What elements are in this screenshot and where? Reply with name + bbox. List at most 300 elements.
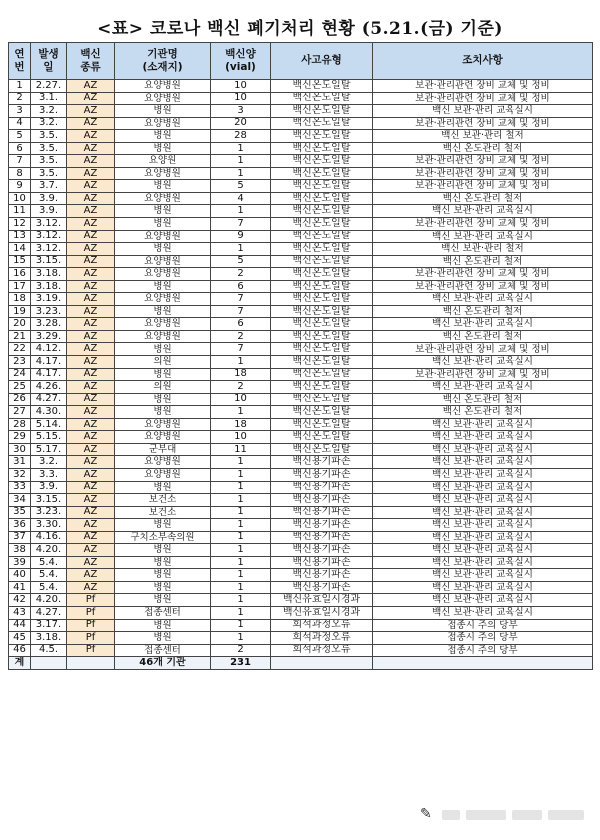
vaccine-type: AZ bbox=[67, 531, 115, 544]
organization: 병원 bbox=[115, 243, 211, 256]
vaccine-type: AZ bbox=[67, 105, 115, 118]
organization: 요양병원 bbox=[115, 318, 211, 331]
table-row bbox=[9, 180, 593, 193]
vaccine-disposal-table bbox=[8, 42, 593, 670]
accident-type: 백신온도일탈 bbox=[271, 243, 373, 256]
row-number: 15 bbox=[9, 255, 31, 268]
action-taken: 백신 보관·관리 교육실시 bbox=[373, 569, 593, 582]
row-number: 2 bbox=[9, 92, 31, 105]
vaccine-type: AZ bbox=[67, 180, 115, 193]
accident-type: 희석과정오류 bbox=[271, 632, 373, 645]
row-number: 3 bbox=[9, 105, 31, 118]
accident-type: 백신온도일탈 bbox=[271, 142, 373, 155]
row-number: 1 bbox=[9, 80, 31, 93]
organization: 병원 bbox=[115, 632, 211, 645]
occurrence-date: 5.17. bbox=[31, 443, 67, 456]
row-number: 40 bbox=[9, 569, 31, 582]
action-taken: 백신 보관·관리 교육실시 bbox=[373, 293, 593, 306]
occurrence-date: 3.18. bbox=[31, 268, 67, 281]
table-row bbox=[9, 343, 593, 356]
organization: 군부대 bbox=[115, 443, 211, 456]
table-row bbox=[9, 318, 593, 331]
organization: 병원 bbox=[115, 544, 211, 557]
occurrence-date: 3.2. bbox=[31, 105, 67, 118]
vial-amount: 1 bbox=[211, 531, 271, 544]
table-row bbox=[9, 468, 593, 481]
accident-type: 백신온도일탈 bbox=[271, 268, 373, 281]
vaccine-type: AZ bbox=[67, 519, 115, 532]
occurrence-date: 3.23. bbox=[31, 305, 67, 318]
table-row bbox=[9, 544, 593, 557]
occurrence-date: 3.18. bbox=[31, 280, 67, 293]
action-taken: 백신 보관·관리 교육실시 bbox=[373, 519, 593, 532]
accident-type: 백신온도일탈 bbox=[271, 330, 373, 343]
accident-type: 백신온도일탈 bbox=[271, 418, 373, 431]
table-row bbox=[9, 268, 593, 281]
occurrence-date: 4.5. bbox=[31, 644, 67, 657]
vial-amount: 10 bbox=[211, 80, 271, 93]
accident-type: 백신온도일탈 bbox=[271, 105, 373, 118]
occurrence-date: 3.15. bbox=[31, 494, 67, 507]
row-number: 21 bbox=[9, 330, 31, 343]
vial-amount: 5 bbox=[211, 255, 271, 268]
accident-type: 백신용기파손 bbox=[271, 481, 373, 494]
row-number: 18 bbox=[9, 293, 31, 306]
vial-amount: 2 bbox=[211, 268, 271, 281]
row-number: 23 bbox=[9, 356, 31, 369]
row-number: 34 bbox=[9, 494, 31, 507]
organization: 의원 bbox=[115, 356, 211, 369]
header-organization: 기관명 (소재지) bbox=[115, 43, 211, 80]
action-taken: 보관·관리관련 장비 교체 및 정비 bbox=[373, 268, 593, 281]
organization: 병원 bbox=[115, 180, 211, 193]
organization: 요양병원 bbox=[115, 431, 211, 444]
accident-type: 백신용기파손 bbox=[271, 544, 373, 557]
row-number: 8 bbox=[9, 167, 31, 180]
vial-amount: 1 bbox=[211, 519, 271, 532]
accident-type: 백신온도일탈 bbox=[271, 305, 373, 318]
total-org-count: 46개 기관 bbox=[115, 657, 211, 670]
row-number: 36 bbox=[9, 519, 31, 532]
row-number: 19 bbox=[9, 305, 31, 318]
row-number: 7 bbox=[9, 155, 31, 168]
table-row bbox=[9, 569, 593, 582]
vaccine-type: AZ bbox=[67, 381, 115, 394]
vial-amount: 1 bbox=[211, 494, 271, 507]
accident-type: 백신온도일탈 bbox=[271, 393, 373, 406]
accident-type: 백신용기파손 bbox=[271, 456, 373, 469]
vaccine-type: Pf bbox=[67, 644, 115, 657]
row-number: 37 bbox=[9, 531, 31, 544]
table-row bbox=[9, 330, 593, 343]
organization: 병원 bbox=[115, 393, 211, 406]
vaccine-type: AZ bbox=[67, 406, 115, 419]
vaccine-type: AZ bbox=[67, 343, 115, 356]
vaccine-type: AZ bbox=[67, 142, 115, 155]
vial-amount: 7 bbox=[211, 343, 271, 356]
occurrence-date: 3.5. bbox=[31, 142, 67, 155]
occurrence-date: 3.2. bbox=[31, 456, 67, 469]
action-taken: 백신 보관·관리 교육실시 bbox=[373, 481, 593, 494]
occurrence-date: 3.3. bbox=[31, 468, 67, 481]
organization: 요양병원 bbox=[115, 456, 211, 469]
vaccine-type: AZ bbox=[67, 330, 115, 343]
vaccine-type: AZ bbox=[67, 230, 115, 243]
organization: 의원 bbox=[115, 381, 211, 394]
organization: 요양병원 bbox=[115, 268, 211, 281]
occurrence-date: 3.17. bbox=[31, 619, 67, 632]
blurred-text bbox=[466, 810, 506, 820]
accident-type: 백신온도일탈 bbox=[271, 255, 373, 268]
table-row bbox=[9, 105, 593, 118]
vial-amount: 1 bbox=[211, 632, 271, 645]
row-number: 11 bbox=[9, 205, 31, 218]
occurrence-date: 5.4. bbox=[31, 569, 67, 582]
row-number: 32 bbox=[9, 468, 31, 481]
accident-type: 백신온도일탈 bbox=[271, 180, 373, 193]
vial-amount: 9 bbox=[211, 230, 271, 243]
organization: 병원 bbox=[115, 481, 211, 494]
row-number: 39 bbox=[9, 556, 31, 569]
table-row bbox=[9, 506, 593, 519]
accident-type: 백신용기파손 bbox=[271, 506, 373, 519]
vaccine-type: AZ bbox=[67, 556, 115, 569]
vaccine-type: AZ bbox=[67, 155, 115, 168]
action-taken: 백신 보관·관리 교육실시 bbox=[373, 581, 593, 594]
occurrence-date: 4.27. bbox=[31, 606, 67, 619]
vial-amount: 1 bbox=[211, 594, 271, 607]
row-number: 29 bbox=[9, 431, 31, 444]
row-number: 4 bbox=[9, 117, 31, 130]
vaccine-type: Pf bbox=[67, 594, 115, 607]
table-row bbox=[9, 519, 593, 532]
action-taken: 백신 보관·관리 교육실시 bbox=[373, 381, 593, 394]
accident-type: 백신온도일탈 bbox=[271, 167, 373, 180]
vaccine-type: AZ bbox=[67, 418, 115, 431]
vaccine-type: AZ bbox=[67, 305, 115, 318]
action-taken: 백신 보관·관리 교육실시 bbox=[373, 531, 593, 544]
table-row bbox=[9, 117, 593, 130]
occurrence-date: 3.30. bbox=[31, 519, 67, 532]
vial-amount: 6 bbox=[211, 280, 271, 293]
vial-amount: 1 bbox=[211, 167, 271, 180]
table-row bbox=[9, 556, 593, 569]
vaccine-type: AZ bbox=[67, 468, 115, 481]
row-number: 6 bbox=[9, 142, 31, 155]
table-row bbox=[9, 80, 593, 93]
row-number: 35 bbox=[9, 506, 31, 519]
action-taken: 보관·관리관련 장비 교체 및 정비 bbox=[373, 180, 593, 193]
accident-type: 백신온도일탈 bbox=[271, 356, 373, 369]
table-row bbox=[9, 255, 593, 268]
table-row bbox=[9, 192, 593, 205]
organization: 보건소 bbox=[115, 506, 211, 519]
occurrence-date: 3.7. bbox=[31, 180, 67, 193]
action-taken: 백신 보관·관리 교육실시 bbox=[373, 318, 593, 331]
action-taken: 백신 보관·관리 교육실시 bbox=[373, 606, 593, 619]
vaccine-type: AZ bbox=[67, 92, 115, 105]
table-header-row bbox=[9, 43, 593, 80]
vaccine-type: AZ bbox=[67, 368, 115, 381]
action-taken: 백신 온도관리 철저 bbox=[373, 255, 593, 268]
organization: 병원 bbox=[115, 280, 211, 293]
vaccine-type: AZ bbox=[67, 117, 115, 130]
accident-type: 백신온도일탈 bbox=[271, 155, 373, 168]
occurrence-date: 3.29. bbox=[31, 330, 67, 343]
action-taken: 백신 보관·관리 교육실시 bbox=[373, 205, 593, 218]
vial-amount: 1 bbox=[211, 569, 271, 582]
row-number: 14 bbox=[9, 243, 31, 256]
organization: 요양병원 bbox=[115, 293, 211, 306]
occurrence-date: 5.4. bbox=[31, 556, 67, 569]
vaccine-type: Pf bbox=[67, 606, 115, 619]
row-number: 33 bbox=[9, 481, 31, 494]
vaccine-type: AZ bbox=[67, 356, 115, 369]
accident-type: 백신온도일탈 bbox=[271, 443, 373, 456]
occurrence-date: 5.14. bbox=[31, 418, 67, 431]
action-taken: 접종시 주의 당부 bbox=[373, 644, 593, 657]
table-row bbox=[9, 581, 593, 594]
vaccine-type: AZ bbox=[67, 243, 115, 256]
vial-amount: 5 bbox=[211, 180, 271, 193]
row-number: 28 bbox=[9, 418, 31, 431]
table-row bbox=[9, 594, 593, 607]
accident-type: 백신유효일시경과 bbox=[271, 594, 373, 607]
action-taken: 보관·관리관련 장비 교체 및 정비 bbox=[373, 218, 593, 231]
table-row bbox=[9, 644, 593, 657]
total-label: 계 bbox=[9, 657, 31, 670]
table-row bbox=[9, 431, 593, 444]
accident-type: 백신용기파손 bbox=[271, 519, 373, 532]
organization: 병원 bbox=[115, 142, 211, 155]
action-taken: 백신 보관·관리 교육실시 bbox=[373, 105, 593, 118]
occurrence-date: 4.17. bbox=[31, 368, 67, 381]
accident-type: 백신온도일탈 bbox=[271, 343, 373, 356]
action-taken: 백신 보관·관리 교육실시 bbox=[373, 556, 593, 569]
accident-type: 백신용기파손 bbox=[271, 494, 373, 507]
occurrence-date: 3.19. bbox=[31, 293, 67, 306]
vaccine-type: AZ bbox=[67, 569, 115, 582]
row-number: 25 bbox=[9, 381, 31, 394]
vial-amount: 20 bbox=[211, 117, 271, 130]
occurrence-date: 3.9. bbox=[31, 192, 67, 205]
occurrence-date: 4.20. bbox=[31, 544, 67, 557]
header-accident-type: 사고유형 bbox=[271, 43, 373, 80]
occurrence-date: 3.5. bbox=[31, 167, 67, 180]
action-taken: 백신 온도관리 철저 bbox=[373, 192, 593, 205]
accident-type: 백신온도일탈 bbox=[271, 92, 373, 105]
table-row bbox=[9, 205, 593, 218]
accident-type: 백신온도일탈 bbox=[271, 431, 373, 444]
total-amount: 231 bbox=[211, 657, 271, 670]
vaccine-type: AZ bbox=[67, 218, 115, 231]
accident-type: 백신용기파손 bbox=[271, 531, 373, 544]
action-taken: 백신 보관·관리 철저 bbox=[373, 130, 593, 143]
action-taken: 보관·관리관련 장비 교체 및 정비 bbox=[373, 155, 593, 168]
vaccine-type: AZ bbox=[67, 431, 115, 444]
action-taken: 보관·관리관련 장비 교체 및 정비 bbox=[373, 368, 593, 381]
action-taken: 백신 보관·관리 교육실시 bbox=[373, 356, 593, 369]
occurrence-date: 3.12. bbox=[31, 218, 67, 231]
vial-amount: 1 bbox=[211, 481, 271, 494]
footer-watermark bbox=[420, 806, 590, 822]
vial-amount: 2 bbox=[211, 330, 271, 343]
vaccine-type: AZ bbox=[67, 80, 115, 93]
organization: 병원 bbox=[115, 130, 211, 143]
vial-amount: 7 bbox=[211, 218, 271, 231]
occurrence-date: 3.5. bbox=[31, 130, 67, 143]
organization: 요양병원 bbox=[115, 192, 211, 205]
occurrence-date: 3.12. bbox=[31, 230, 67, 243]
vial-amount: 1 bbox=[211, 205, 271, 218]
organization: 병원 bbox=[115, 556, 211, 569]
table-row bbox=[9, 406, 593, 419]
vial-amount: 10 bbox=[211, 393, 271, 406]
table-row bbox=[9, 481, 593, 494]
occurrence-date: 2.27. bbox=[31, 80, 67, 93]
vial-amount: 1 bbox=[211, 456, 271, 469]
organization: 요양병원 bbox=[115, 92, 211, 105]
table-row bbox=[9, 632, 593, 645]
occurrence-date: 3.5. bbox=[31, 155, 67, 168]
table-row bbox=[9, 130, 593, 143]
row-number: 45 bbox=[9, 632, 31, 645]
blurred-logo bbox=[442, 810, 460, 820]
organization: 병원 bbox=[115, 406, 211, 419]
vial-amount: 28 bbox=[211, 130, 271, 143]
organization: 병원 bbox=[115, 205, 211, 218]
table-row bbox=[9, 356, 593, 369]
signature-mark-icon: ✎ bbox=[420, 806, 432, 822]
organization: 요양병원 bbox=[115, 80, 211, 93]
organization: 병원 bbox=[115, 569, 211, 582]
table-row bbox=[9, 167, 593, 180]
accident-type: 백신온도일탈 bbox=[271, 80, 373, 93]
vaccine-type: AZ bbox=[67, 130, 115, 143]
vaccine-type: AZ bbox=[67, 544, 115, 557]
occurrence-date: 3.12. bbox=[31, 243, 67, 256]
vaccine-type: Pf bbox=[67, 619, 115, 632]
vial-amount: 1 bbox=[211, 581, 271, 594]
vial-amount: 10 bbox=[211, 431, 271, 444]
action-taken: 백신 보관·관리 교육실시 bbox=[373, 230, 593, 243]
row-number: 42 bbox=[9, 594, 31, 607]
action-taken: 보관·관리관련 장비 교체 및 정비 bbox=[373, 343, 593, 356]
action-taken: 백신 보관·관리 교육실시 bbox=[373, 431, 593, 444]
table-row bbox=[9, 142, 593, 155]
accident-type: 백신온도일탈 bbox=[271, 406, 373, 419]
table-row bbox=[9, 368, 593, 381]
accident-type: 백신온도일탈 bbox=[271, 130, 373, 143]
occurrence-date: 3.23. bbox=[31, 506, 67, 519]
organization: 요양병원 bbox=[115, 230, 211, 243]
occurrence-date: 3.1. bbox=[31, 92, 67, 105]
action-taken: 백신 온도관리 철저 bbox=[373, 393, 593, 406]
occurrence-date: 3.2. bbox=[31, 117, 67, 130]
accident-type: 백신온도일탈 bbox=[271, 192, 373, 205]
row-number: 38 bbox=[9, 544, 31, 557]
row-number: 41 bbox=[9, 581, 31, 594]
table-row bbox=[9, 230, 593, 243]
occurrence-date: 4.12. bbox=[31, 343, 67, 356]
vial-amount: 2 bbox=[211, 381, 271, 394]
accident-type: 희석과정오류 bbox=[271, 619, 373, 632]
organization: 병원 bbox=[115, 218, 211, 231]
vaccine-type: AZ bbox=[67, 205, 115, 218]
vaccine-type: AZ bbox=[67, 192, 115, 205]
vaccine-type: AZ bbox=[67, 393, 115, 406]
table-row bbox=[9, 606, 593, 619]
accident-type: 백신온도일탈 bbox=[271, 230, 373, 243]
table-row bbox=[9, 155, 593, 168]
vial-amount: 18 bbox=[211, 418, 271, 431]
vial-amount: 18 bbox=[211, 368, 271, 381]
organization: 병원 bbox=[115, 619, 211, 632]
accident-type: 백신용기파손 bbox=[271, 556, 373, 569]
vaccine-type: AZ bbox=[67, 167, 115, 180]
action-taken: 접종시 주의 당부 bbox=[373, 619, 593, 632]
row-number: 27 bbox=[9, 406, 31, 419]
occurrence-date: 3.15. bbox=[31, 255, 67, 268]
organization: 요양병원 bbox=[115, 117, 211, 130]
header-action: 조치사항 bbox=[373, 43, 593, 80]
accident-type: 백신용기파손 bbox=[271, 569, 373, 582]
table-row bbox=[9, 243, 593, 256]
organization: 구치소부속의원 bbox=[115, 531, 211, 544]
total-row bbox=[9, 657, 593, 670]
vial-amount: 7 bbox=[211, 293, 271, 306]
vial-amount: 10 bbox=[211, 92, 271, 105]
organization: 병원 bbox=[115, 519, 211, 532]
organization: 요양병원 bbox=[115, 330, 211, 343]
vial-amount: 6 bbox=[211, 318, 271, 331]
organization: 병원 bbox=[115, 368, 211, 381]
vaccine-type: AZ bbox=[67, 443, 115, 456]
table-row bbox=[9, 293, 593, 306]
row-number: 26 bbox=[9, 393, 31, 406]
vial-amount: 1 bbox=[211, 606, 271, 619]
row-number: 31 bbox=[9, 456, 31, 469]
organization: 보건소 bbox=[115, 494, 211, 507]
accident-type: 백신온도일탈 bbox=[271, 117, 373, 130]
occurrence-date: 4.26. bbox=[31, 381, 67, 394]
row-number: 22 bbox=[9, 343, 31, 356]
table-row bbox=[9, 619, 593, 632]
vaccine-type: AZ bbox=[67, 318, 115, 331]
occurrence-date: 3.9. bbox=[31, 481, 67, 494]
vial-amount: 1 bbox=[211, 243, 271, 256]
accident-type: 백신온도일탈 bbox=[271, 293, 373, 306]
header-amount: 백신양 (vial) bbox=[211, 43, 271, 80]
vial-amount: 1 bbox=[211, 406, 271, 419]
header-date: 발생 일 bbox=[31, 43, 67, 80]
table-row bbox=[9, 531, 593, 544]
vaccine-type: AZ bbox=[67, 481, 115, 494]
vaccine-type: AZ bbox=[67, 255, 115, 268]
table-row bbox=[9, 393, 593, 406]
occurrence-date: 3.9. bbox=[31, 205, 67, 218]
table-body bbox=[9, 80, 593, 657]
vial-amount: 1 bbox=[211, 155, 271, 168]
action-taken: 백신 보관·관리 교육실시 bbox=[373, 418, 593, 431]
row-number: 10 bbox=[9, 192, 31, 205]
accident-type: 백신유효일시경과 bbox=[271, 606, 373, 619]
vaccine-type: AZ bbox=[67, 280, 115, 293]
action-taken: 백신 보관·관리 교육실시 bbox=[373, 456, 593, 469]
organization: 병원 bbox=[115, 105, 211, 118]
vaccine-type: AZ bbox=[67, 506, 115, 519]
vial-amount: 1 bbox=[211, 142, 271, 155]
